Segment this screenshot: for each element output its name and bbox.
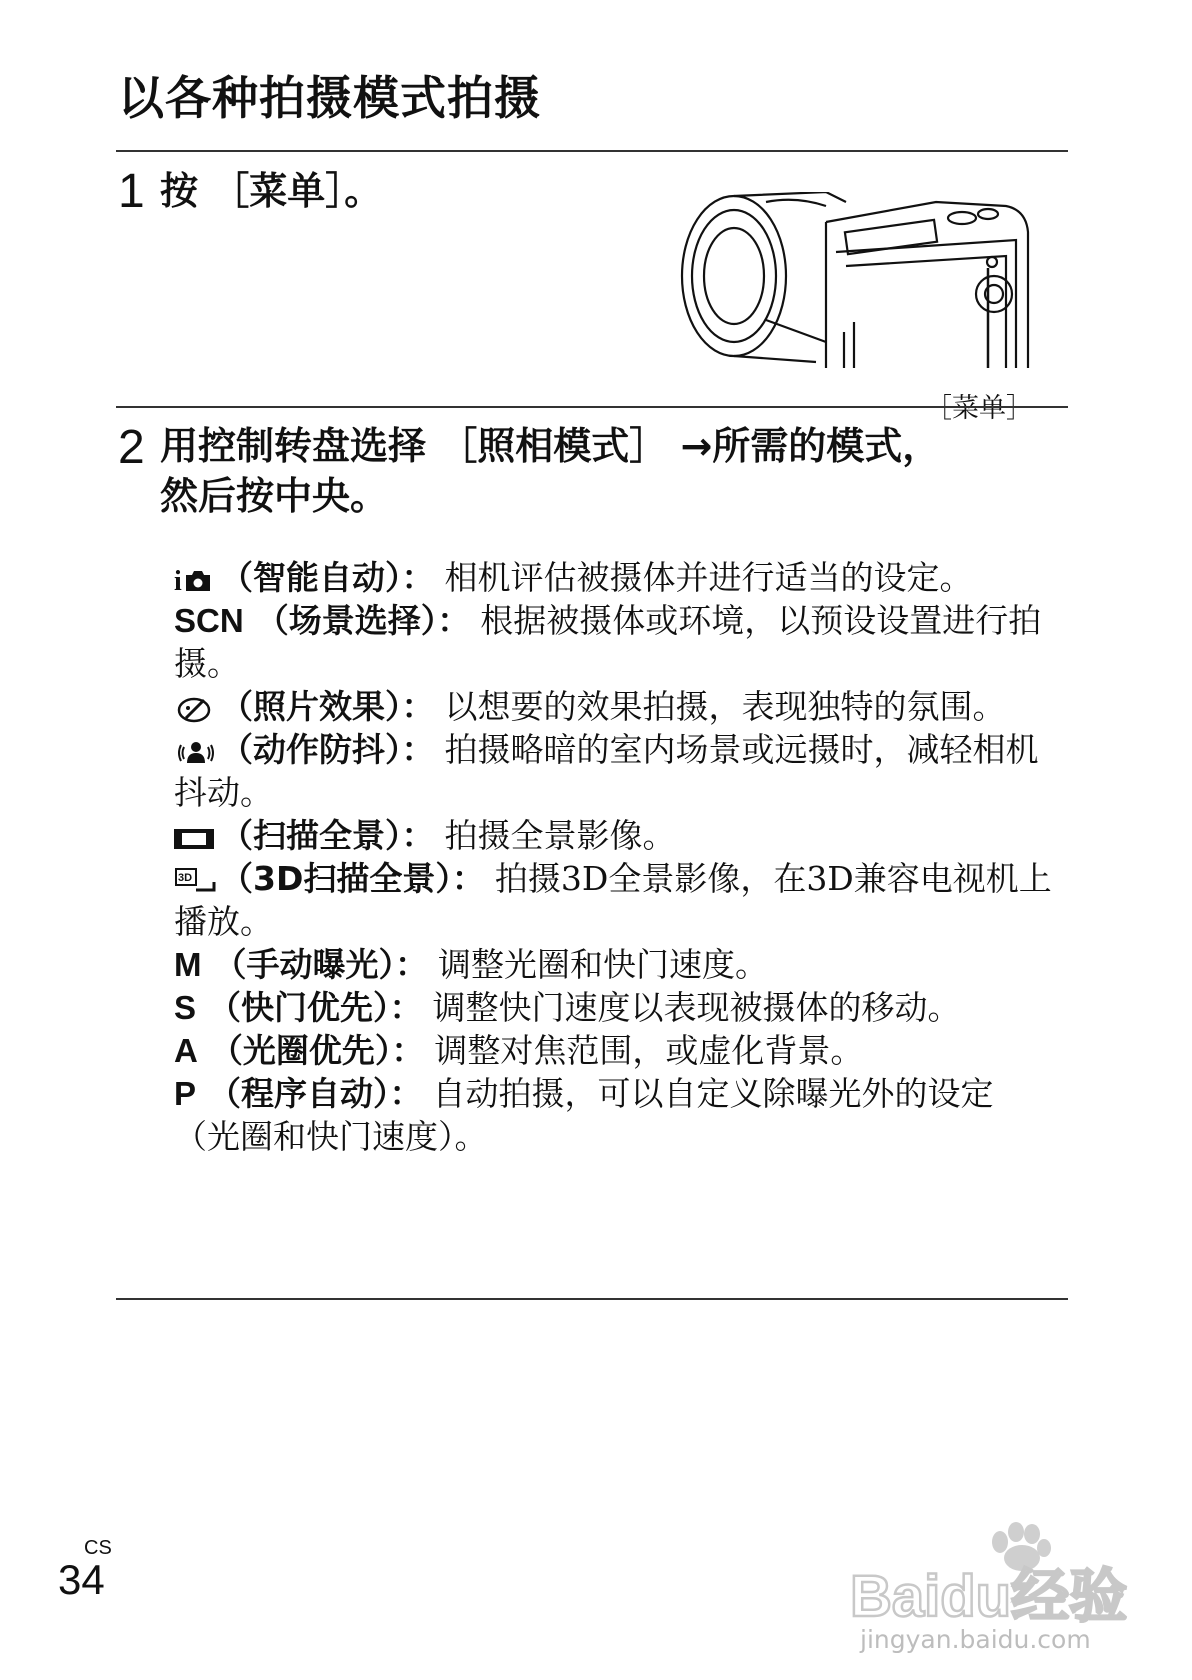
step-2-line-2: 然后按中央。 bbox=[160, 474, 389, 518]
camera-illustration bbox=[676, 192, 1038, 368]
svg-text:3D: 3D bbox=[178, 872, 193, 884]
mode-manual-exposure: M （手动曝光）： 调整光圈和快门速度。 bbox=[174, 945, 768, 984]
page-title: 以各种拍摄模式拍摄 bbox=[118, 71, 541, 125]
3d-sweep-panorama-icon bbox=[174, 864, 218, 898]
middle-divider bbox=[116, 406, 1068, 408]
page-number: 34 bbox=[58, 1556, 105, 1603]
watermark-brand: Baidu经验 bbox=[850, 1564, 1128, 1629]
mode-intelligent-auto: i （智能自动）： 相机评估被摄体并进行适当的设定。 bbox=[174, 558, 973, 597]
step-1-number: 1 bbox=[118, 165, 145, 218]
picture-effect-icon bbox=[174, 692, 218, 726]
mode-program-auto: P （程序自动）： 自动拍摄，可以自定义除曝光外的设定 （光圈和快门速度）。 bbox=[174, 1074, 994, 1156]
intelligent-auto-icon bbox=[174, 563, 218, 597]
mode-anti-motion-blur: （动作防抖）： 拍摄略暗的室内场景或远摄时，减轻相机抖动。 bbox=[174, 730, 1039, 812]
mode-aperture-priority: A （光圈优先）： 调整对焦范围，或虚化背景。 bbox=[174, 1031, 864, 1070]
mode-3d-sweep-panorama: 3D （3D扫描全景）： 拍摄3D全景影像，在3D兼容电视机上播放。 bbox=[174, 859, 1052, 941]
svg-text:i: i bbox=[174, 566, 182, 597]
mode-picture-effect: （照片效果）： 以想要的效果拍摄，表现独特的氛围。 bbox=[174, 685, 1068, 728]
language-code: CS bbox=[84, 1537, 112, 1559]
watermark-site: jingyan.baidu.com bbox=[860, 1625, 1091, 1654]
sweep-panorama-icon bbox=[174, 821, 218, 855]
top-divider bbox=[116, 150, 1068, 152]
bottom-divider bbox=[116, 1298, 1068, 1300]
step-1-text: 按 ［菜单］。 bbox=[160, 169, 383, 213]
menu-button-callout: ［菜单］ bbox=[925, 393, 1033, 424]
mode-sweep-panorama: （扫描全景）： 拍摄全景影像。 bbox=[174, 814, 1068, 857]
mode-shutter-priority: S （快门优先）： 调整快门速度以表现被摄体的移动。 bbox=[174, 988, 961, 1027]
mode-scene-selection: SCN （场景选择）： 根据被摄体或环境，以预设设置进行拍摄。 bbox=[174, 601, 1042, 683]
step-2-number: 2 bbox=[118, 421, 145, 474]
mode-list bbox=[174, 556, 1068, 1158]
anti-motion-blur-icon bbox=[174, 735, 218, 769]
step-2-line-1: 用控制转盘选择 ［照相模式］ →所需的模式， bbox=[160, 424, 941, 468]
